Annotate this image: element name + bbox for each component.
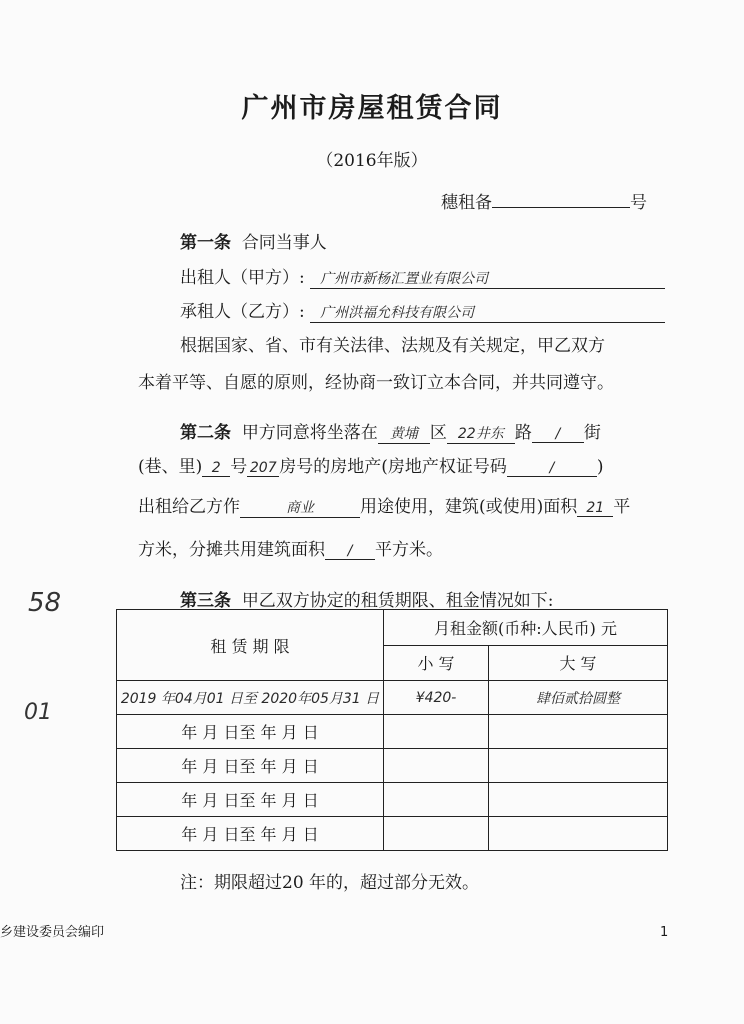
lower-amount-cell [384, 749, 489, 783]
article3-number: 第三条 [180, 591, 231, 611]
article3-heading [180, 586, 554, 611]
road-value: 22井东 [447, 423, 515, 444]
lessee-line [180, 297, 665, 323]
period-cell: 年 月 日至 年 月 日 [117, 817, 384, 851]
property-cert-value: / [507, 460, 597, 477]
period-cell: 年 月 日至 年 月 日 [117, 783, 384, 817]
period-cell: 年 月 日至 年 月 日 [117, 715, 384, 749]
article3-title: 甲乙双方协定的租赁期限、租金情况如下: [241, 591, 554, 611]
lower-case-header: 小 写 [384, 645, 489, 681]
table-header-row [117, 610, 668, 646]
margin-mark-top: 58 [28, 588, 62, 618]
article2-line2: (巷、里) 2 号 207 房号的房地产(房地产权证号码 / ) [138, 457, 604, 477]
period-cell: 年 月 日至 年 月 日 [117, 749, 384, 783]
street-value: / [532, 426, 584, 443]
lane-number-value: 2 [202, 460, 230, 477]
upper-amount-cell [489, 715, 668, 749]
rent-table [116, 609, 668, 851]
table-row [117, 783, 668, 817]
document-title: 广州市房屋租赁合同 [241, 93, 503, 124]
page-number: 1 [660, 925, 669, 940]
upper-case-header: 大 写 [489, 645, 668, 681]
table-row [117, 681, 668, 715]
district-value: 黄埔 [378, 423, 430, 444]
lower-amount-cell [384, 817, 489, 851]
lower-amount-cell [384, 715, 489, 749]
article1-title: 合同当事人 [241, 233, 327, 253]
article1-heading [180, 228, 327, 253]
term-note: 注：期限超过20 年的，超过部分无效。 [180, 873, 480, 893]
registration-blank [492, 191, 630, 208]
period-cell: 2019 年04月01 日至 2020年05月31 日 [117, 681, 384, 715]
table-row [117, 817, 668, 851]
table-row [117, 749, 668, 783]
article1-para-line1: 根据国家、省、市有关法律、法规及有关规定，甲乙双方 [180, 336, 605, 356]
lessee-value: 广州洪福允科技有限公司 [310, 302, 665, 323]
article2-line4: 方米，分摊共用建筑面积 / 平方米。 [138, 540, 443, 560]
upper-amount-cell: 肆佰贰拾圆整 [489, 681, 668, 715]
shared-area-value: / [325, 543, 375, 560]
usage-value: 商业 [240, 497, 360, 518]
rent-header: 月租金额(币种:人民币) 元 [384, 610, 668, 646]
area-value: 21 [577, 500, 613, 517]
lessee-label: 承租人（乙方）: [180, 302, 305, 322]
registration-number [441, 188, 647, 213]
upper-amount-cell [489, 749, 668, 783]
lessor-line [180, 263, 665, 289]
table-row [117, 715, 668, 749]
period-header: 租 赁 期 限 [117, 610, 384, 681]
article2-line3: 出租给乙方作 商业 用途使用，建筑(或使用)面积 21 平 [138, 497, 631, 517]
lower-amount-cell [384, 783, 489, 817]
lower-amount-cell: ¥420- [384, 681, 489, 715]
margin-mark-bottom: 01 [24, 700, 52, 725]
registration-suffix: 号 [630, 193, 647, 213]
article1-number: 第一条 [180, 233, 231, 253]
article2-number: 第二条 [180, 423, 231, 443]
lessor-value: 广州市新杨汇置业有限公司 [310, 268, 665, 289]
article2-line1: 第二条 甲方同意将坐落在 黄埔 区 22井东 路 / 街 [180, 423, 601, 443]
footer-publisher: 乡建设委员会编印 [0, 925, 105, 940]
upper-amount-cell [489, 817, 668, 851]
lessor-label: 出租人（甲方）: [180, 268, 305, 288]
registration-label: 穗租备 [441, 193, 492, 213]
upper-amount-cell [489, 783, 668, 817]
room-number-value: 207 [247, 460, 279, 477]
article1-para-line2: 本着平等、自愿的原则，经协商一致订立本合同，并共同遵守。 [138, 373, 614, 393]
edition-label: （2016年版） [316, 151, 428, 171]
